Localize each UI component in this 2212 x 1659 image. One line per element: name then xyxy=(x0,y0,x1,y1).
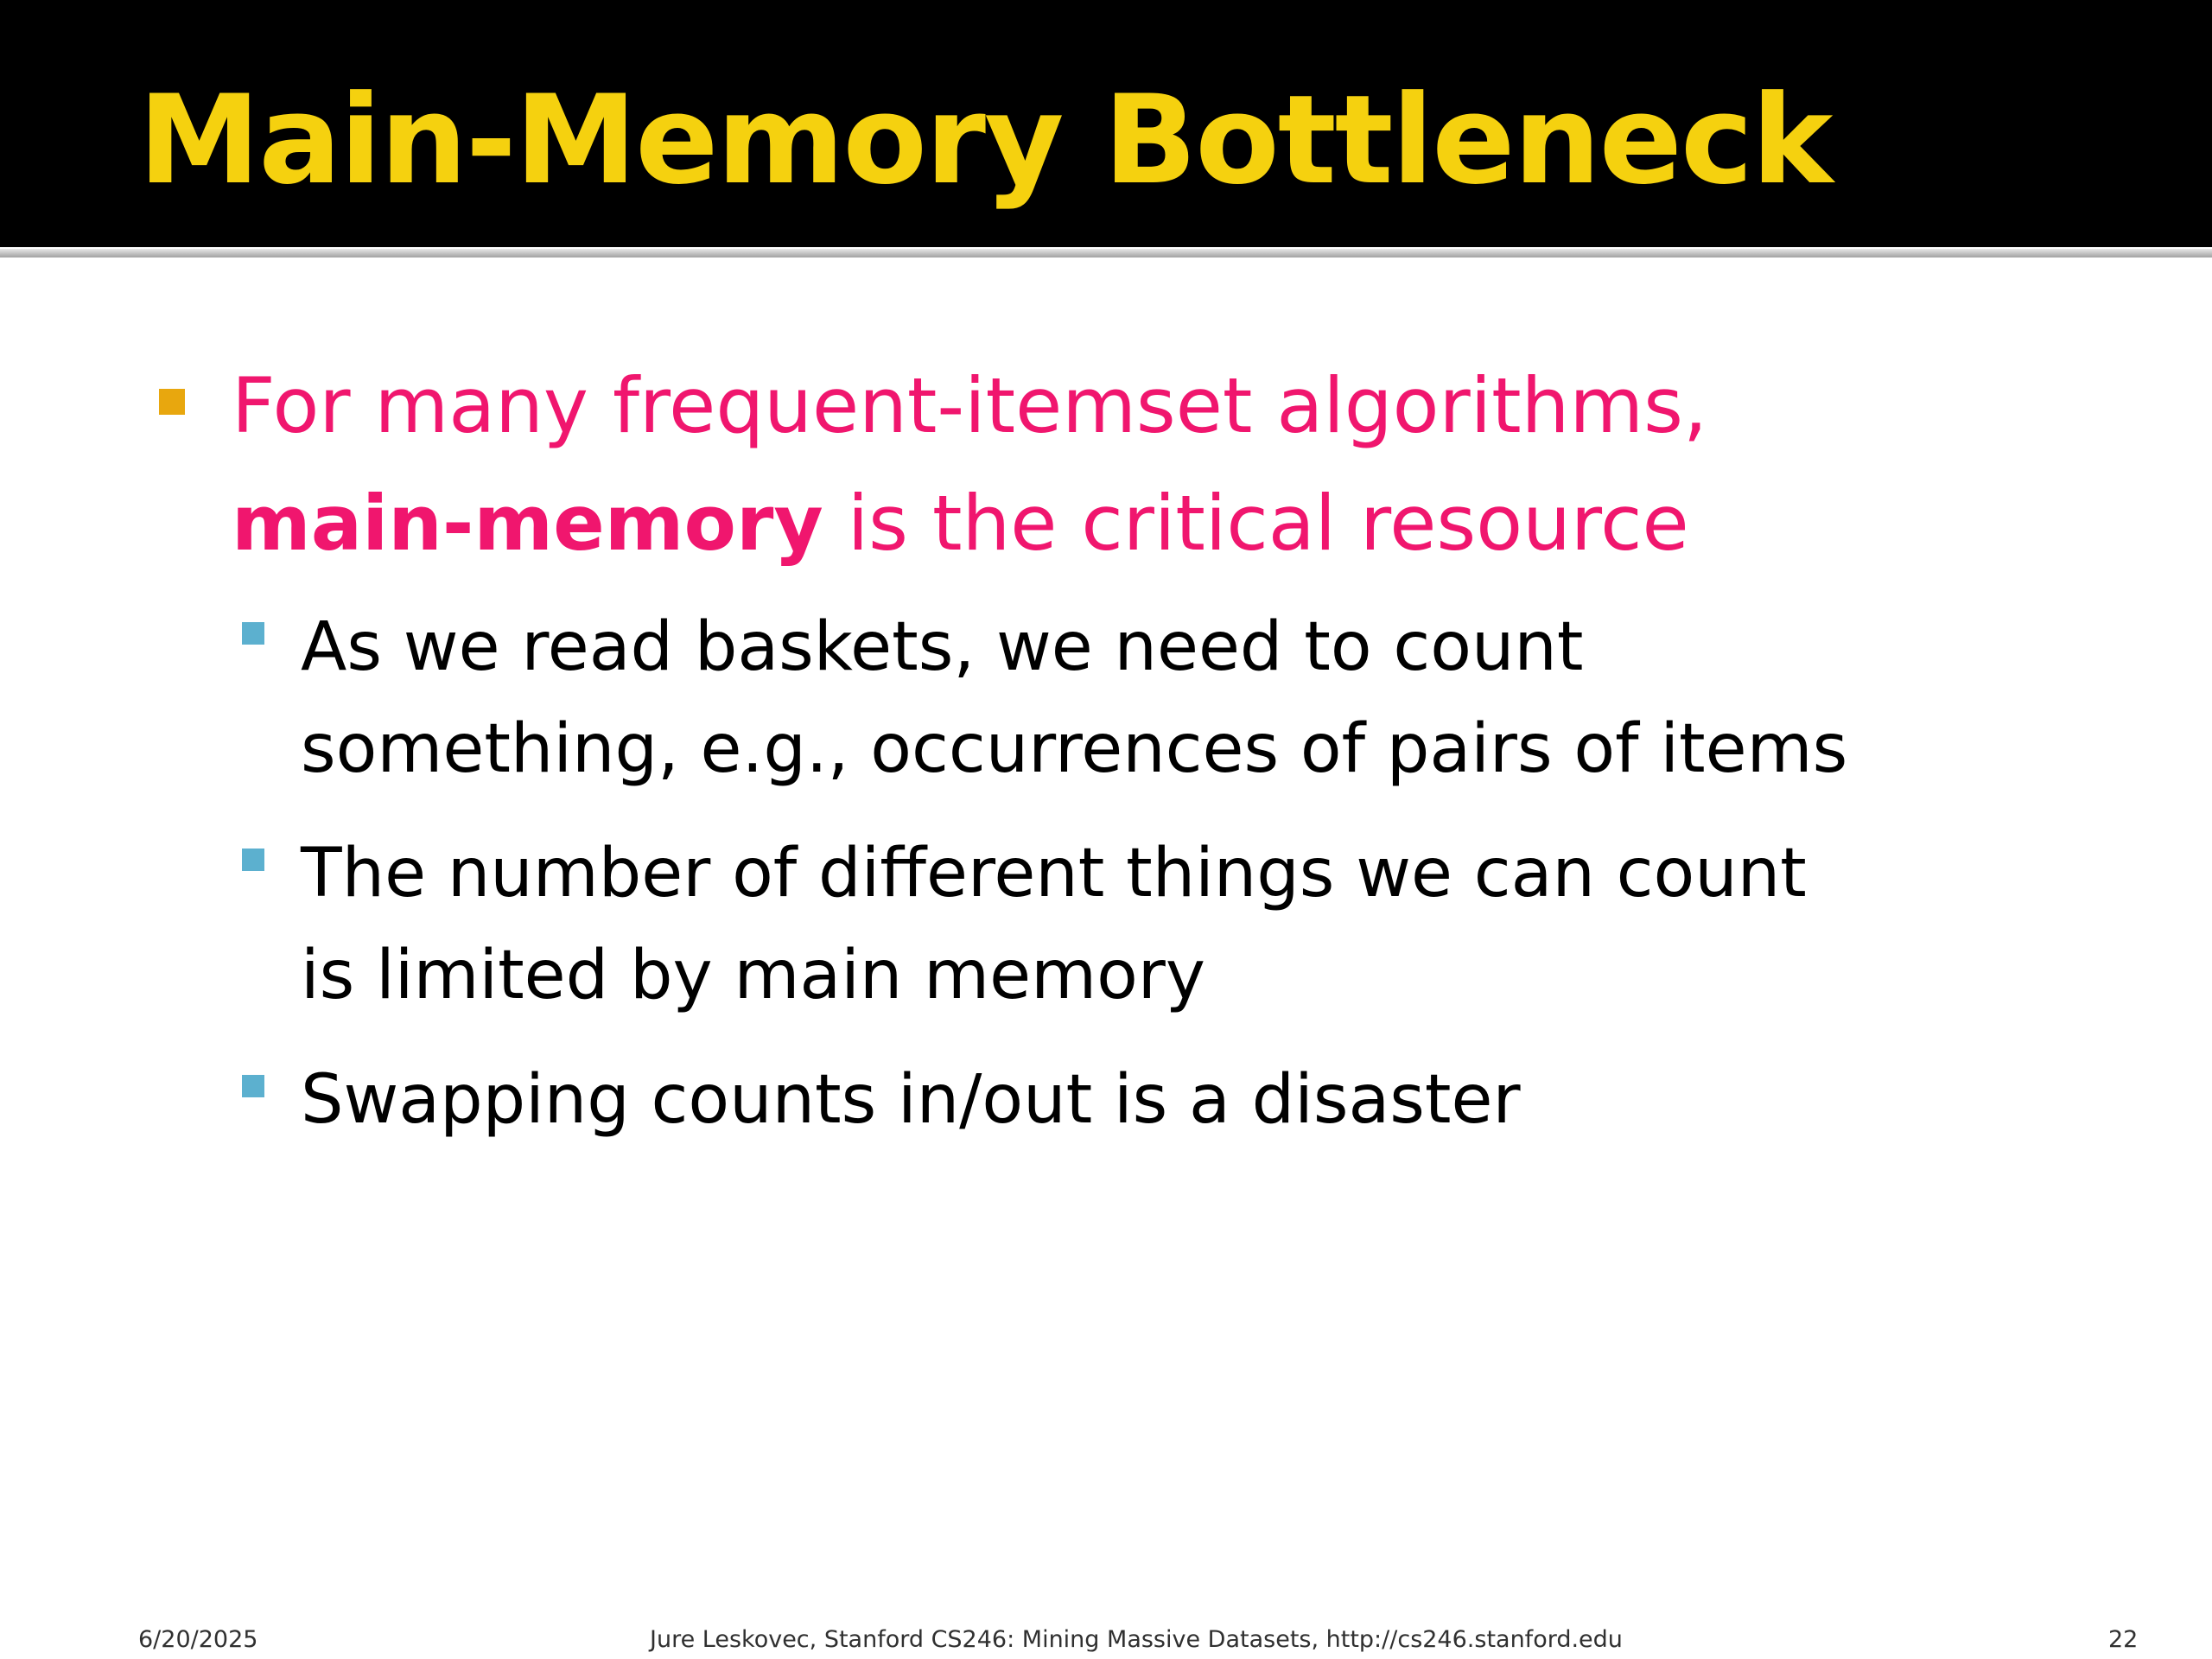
slide-number: 22 xyxy=(2108,1626,2139,1653)
sub-bullet-1-line-2: something, e.g., occurrences of pairs of items xyxy=(301,710,1848,788)
sub-bullet-3-line-1: Swapping counts in/out is a disaster xyxy=(301,1061,1521,1139)
square-bullet-icon xyxy=(242,622,264,645)
square-bullet-icon xyxy=(242,1075,264,1097)
main-bullet-text xyxy=(232,347,1707,582)
square-bullet-icon xyxy=(242,849,264,871)
sub-bullet-2-text xyxy=(301,823,1807,1027)
footer-credit: Jure Leskovec, Stanford CS246: Mining Massive Datasets, http://cs246.stanford.edu xyxy=(650,1626,1623,1653)
slide-title: Main-Memory Bottleneck xyxy=(138,69,1832,212)
square-bullet-icon xyxy=(159,389,185,415)
sub-bullet-2-line-2: is limited by main memory xyxy=(301,937,1206,1014)
footer-date: 6/20/2025 xyxy=(138,1626,258,1653)
sub-bullet-1-line-1: As we read baskets, we need to count xyxy=(301,608,1584,686)
main-bullet-line-1: For many frequent-itemset algorithms, xyxy=(232,361,1707,450)
title-divider xyxy=(0,249,2212,257)
sub-bullet-3-text xyxy=(301,1049,1521,1151)
main-bullet-line-2: is the critical resource xyxy=(823,479,1689,568)
main-bullet-emphasis: main-memory xyxy=(232,479,823,568)
sub-bullet-2-line-1: The number of different things we can count xyxy=(301,835,1807,912)
sub-bullet-1-text xyxy=(301,596,1847,800)
